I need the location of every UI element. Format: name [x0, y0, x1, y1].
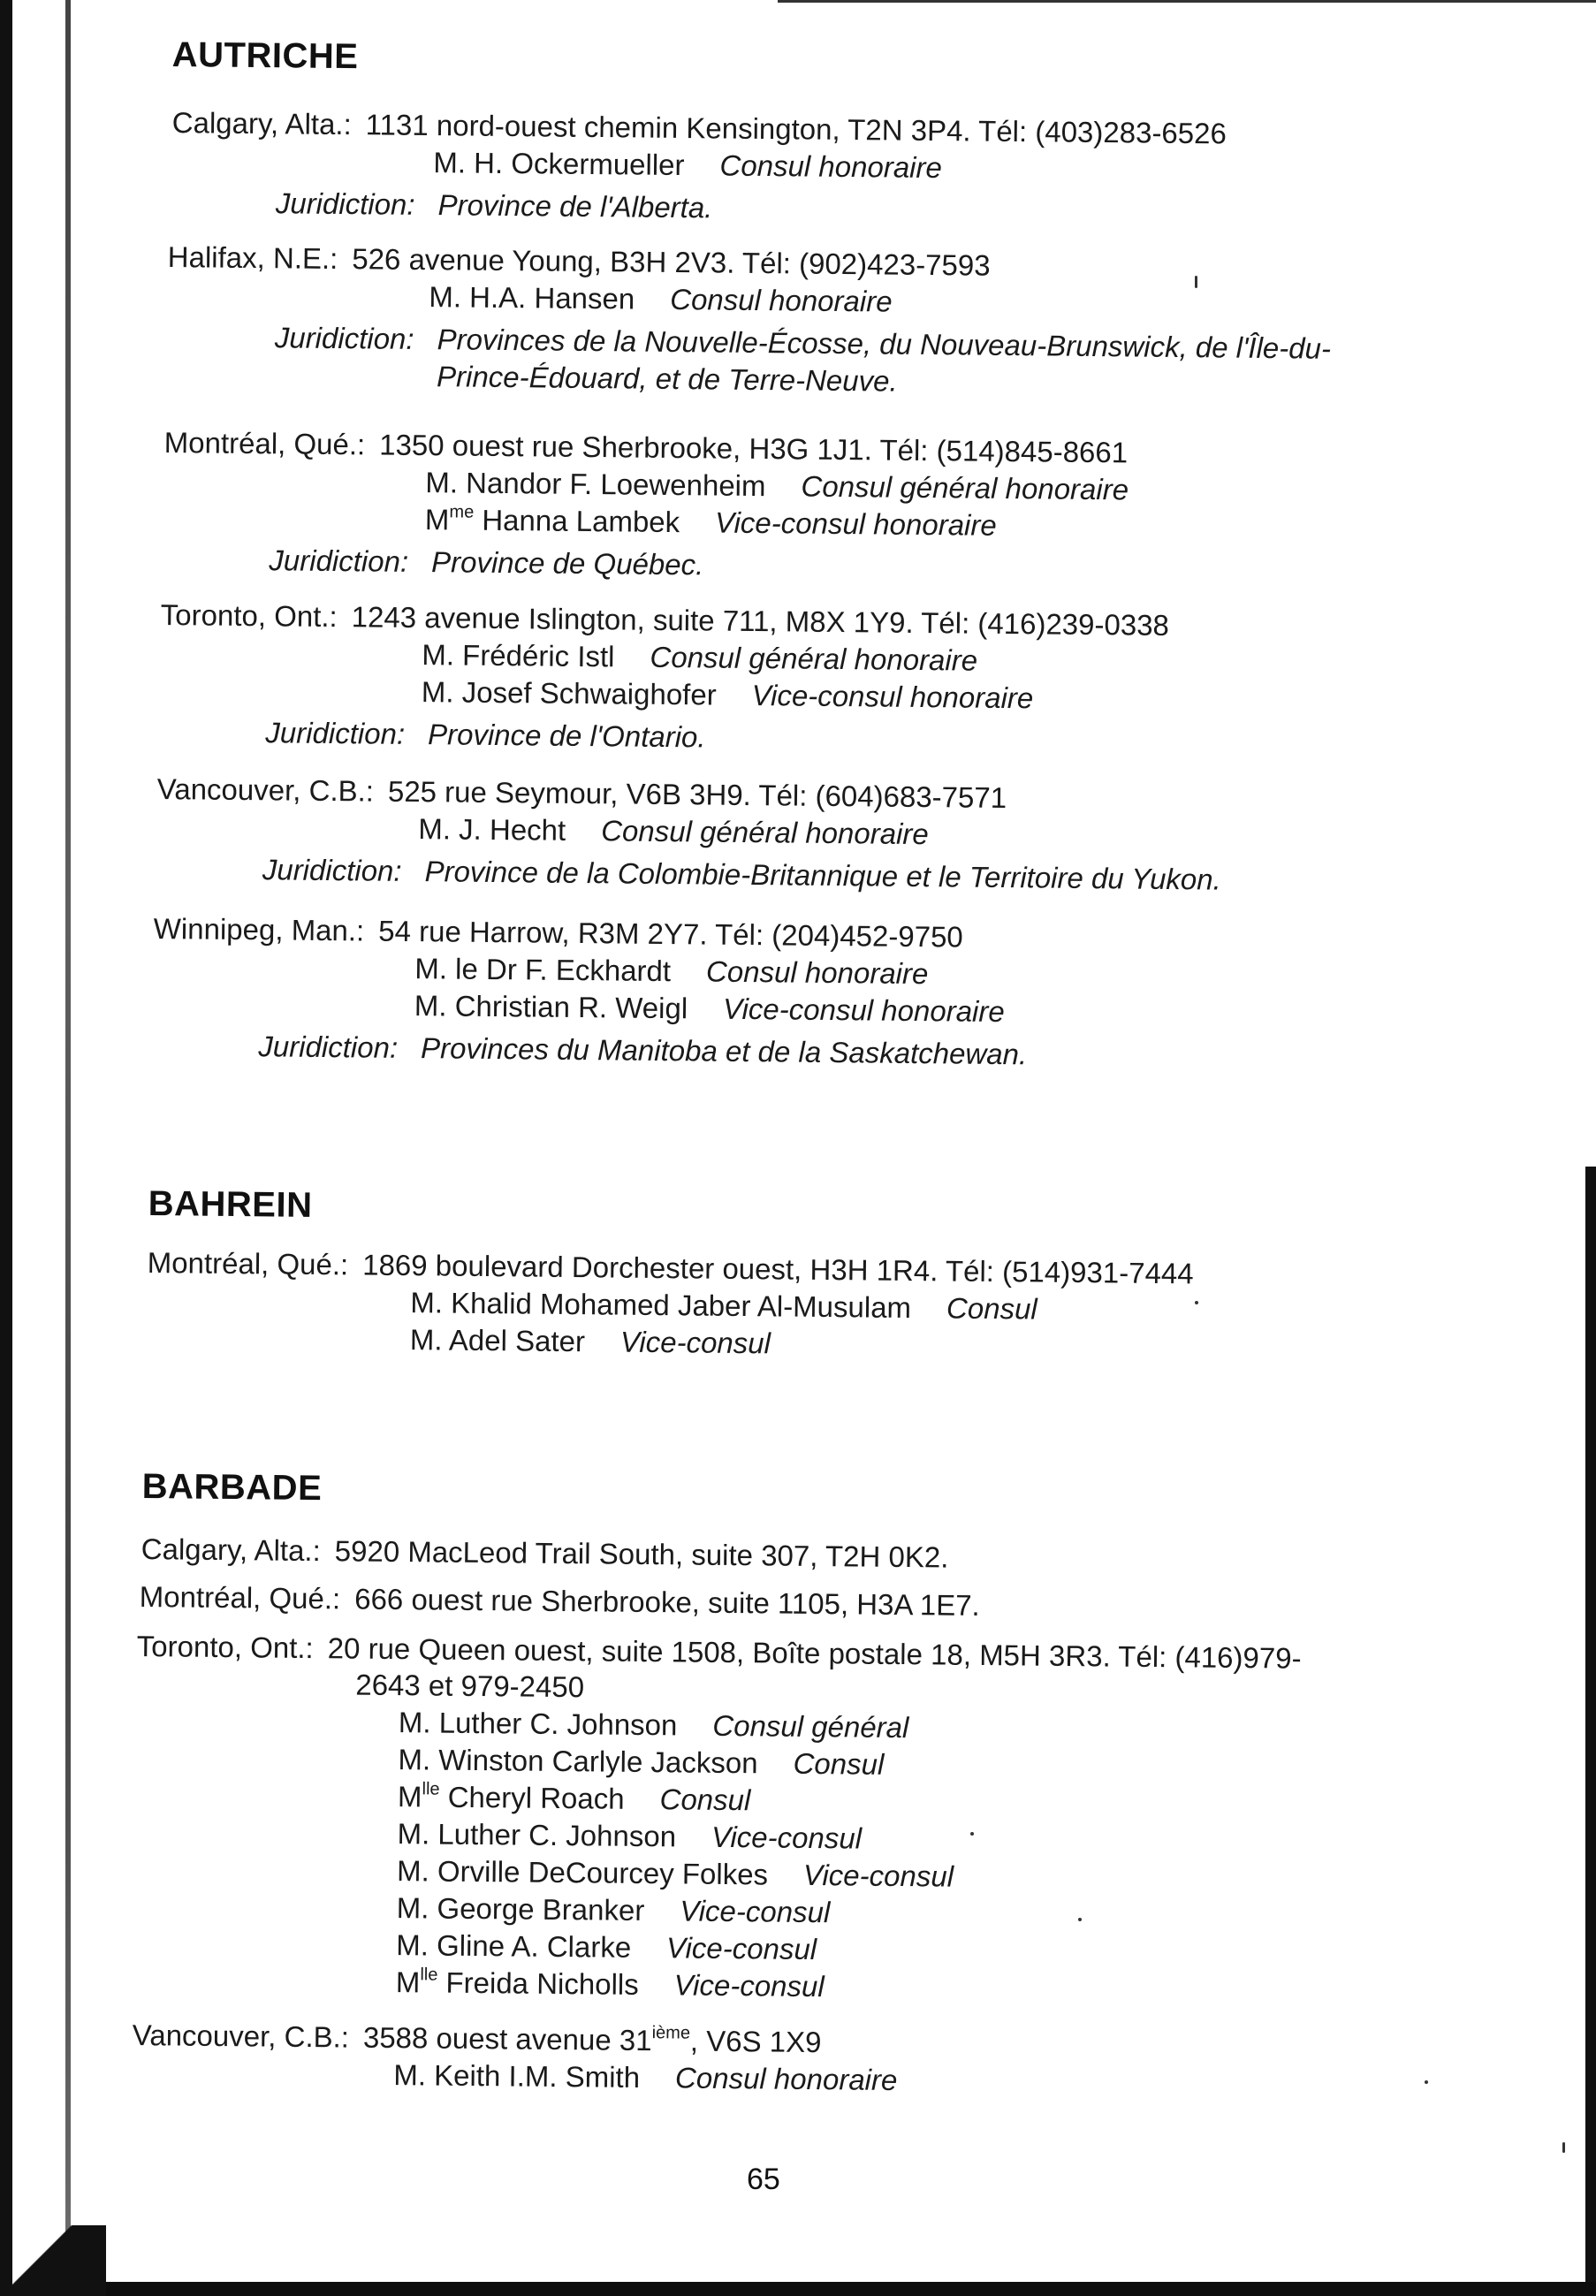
person-name: M. Orville DeCourcey Folkes	[396, 1854, 769, 1891]
jurisdiction-text: Provinces du Manitoba et de la Saskatchewan.	[420, 1031, 1028, 1071]
person-role: Vice-consul	[711, 1820, 863, 1855]
entry-address: 525 rue Seymour, V6B 3H9. Tél: (604)683-7571	[387, 774, 1007, 815]
consulate-entry	[163, 424, 1490, 592]
person-role: Consul général honoraire	[801, 469, 1129, 506]
scan-speck	[1195, 1301, 1198, 1304]
person-role: Vice-consul	[673, 1968, 825, 2003]
entry-address: 1131 nord-ouest chemin Kensington, T2N 3P4. Tél: (403)283-6526	[365, 108, 1227, 150]
jurisdiction-row	[159, 713, 1485, 764]
person-title-prefix: M	[397, 1780, 422, 1813]
entry-address: 1243 avenue Islington, suite 711, M8X 1Y9. Tél: (416)239-0338	[351, 600, 1170, 642]
jurisdiction-label: Juridiction:	[262, 853, 402, 887]
person-role: Consul général honoraire	[600, 814, 929, 851]
person-name: M. Luther C. Johnson	[398, 1706, 678, 1742]
person-list	[160, 634, 1486, 722]
person-role: Vice-consul honoraire	[751, 679, 1034, 715]
entry-city: Calgary, Alta.:	[141, 1532, 321, 1568]
person-role: Vice-consul honoraire	[722, 992, 1005, 1029]
consulate-entry	[140, 1578, 1465, 1629]
entry-city: Toronto, Ont.:	[136, 1629, 314, 1665]
person-name: M. Frédéric Istl	[422, 638, 615, 673]
person-name: M. Luther C. Johnson	[397, 1817, 677, 1853]
person-role: Consul honoraire	[719, 148, 943, 185]
person-role: Consul honoraire	[670, 282, 893, 318]
scan-speck	[1425, 2080, 1428, 2084]
entry-city: Montréal, Qué.:	[163, 425, 366, 461]
entry-address: 5920 MacLeod Trail South, suite 307, T2H 0K2.	[334, 1534, 949, 1574]
entry-address-part: , V6S 1X9	[689, 2024, 822, 2059]
scan-speck	[970, 1832, 974, 1836]
person-name: M. Keith I.M. Smith	[393, 2058, 641, 2095]
person-name: M. George Branker	[396, 1891, 645, 1927]
entry-city: Halifax, N.E.:	[167, 239, 338, 276]
entry-address-superscript: ième	[651, 2023, 691, 2043]
entry-address: 666 ouest rue Sherbrooke, suite 1105, H3A 1E7.	[354, 1582, 980, 1622]
person-name	[398, 1780, 625, 1815]
jurisdiction-text: Province de la Colombie-Britannique et le Territoire du Yukon.	[424, 855, 1221, 896]
person-list	[153, 947, 1479, 1036]
entry-city: Toronto, Ont.:	[160, 597, 338, 634]
person-title-superscript: lle	[422, 1779, 440, 1799]
person-role: Consul	[659, 1783, 751, 1817]
jurisdiction-row	[166, 318, 1493, 407]
scan-edge-right	[1585, 1167, 1596, 2296]
person-role: Consul général honoraire	[650, 640, 978, 677]
scan-binding-line	[65, 0, 71, 2296]
consulate-entry	[133, 1628, 1463, 2012]
person-name-text: Cheryl Roach	[439, 1780, 625, 1815]
jurisdiction-text: Province de Québec.	[430, 545, 704, 582]
person-name: M. Nandor F. Loewenheim	[425, 466, 766, 503]
person-name: M. Christian R. Weigl	[414, 989, 688, 1025]
entry-city: Vancouver, C.B.:	[156, 772, 375, 808]
person-name-text: Freida Nicholls	[437, 1965, 639, 2001]
jurisdiction-text	[437, 321, 1331, 405]
person-role: Vice-consul	[665, 1931, 817, 1966]
person-title-superscript: lle	[420, 1965, 438, 1985]
entry-address: 1350 ouest rue Sherbrooke, H3G 1J1. Tél: (514)845-8661	[379, 428, 1129, 469]
person-title-prefix: M	[395, 1965, 421, 1999]
person-role: Vice-consul	[802, 1858, 954, 1893]
jurisdiction-text: Province de l'Ontario.	[427, 718, 706, 754]
scan-edge-top	[778, 0, 1596, 3]
person-name: M. J. Hecht	[418, 812, 566, 847]
entry-address-continued: 2643 et 979-2450	[355, 1668, 585, 1704]
person-role: Consul honoraire	[705, 954, 929, 991]
jurisdiction-text-line2: Prince-Édouard, et de Terre-Neuve.	[436, 360, 898, 398]
scan-speck	[1195, 276, 1197, 288]
consulate-entry	[156, 771, 1483, 901]
entry-city: Vancouver, C.B.:	[132, 2019, 350, 2054]
person-name: M. H. Ockermueller	[433, 146, 685, 182]
jurisdiction-label: Juridiction:	[275, 186, 415, 221]
person-role: Consul	[946, 1291, 1037, 1326]
person-role: Vice-consul	[680, 1894, 831, 1929]
jurisdiction-text: Province de l'Alberta.	[437, 188, 713, 224]
person-title-superscript: me	[449, 502, 475, 522]
person-role: Vice-consul	[619, 1325, 771, 1360]
entry-address-line	[141, 1531, 1467, 1581]
entry-city: Winnipeg, Man.:	[153, 911, 365, 947]
country-heading-bahrein: BAHREIN	[148, 1184, 313, 1225]
entry-address: 526 avenue Young, B3H 2V3. Tél: (902)423-7593	[352, 242, 991, 282]
entry-address: 20 rue Queen ouest, suite 1508, Boîte postale 18, M5H 3R3. Tél: (416)979-	[327, 1631, 1302, 1675]
person-name-text: Hanna Lambek	[473, 503, 680, 539]
person-role: Consul général	[712, 1708, 909, 1745]
consulate-entry	[147, 1244, 1473, 1370]
scan-edge-bottom	[53, 2282, 1596, 2296]
person-role: Vice-consul honoraire	[714, 506, 997, 542]
country-heading-autriche: AUTRICHE	[171, 35, 359, 77]
jurisdiction-label: Juridiction:	[265, 716, 406, 750]
consulate-entry	[132, 2017, 1458, 2105]
entry-address: 54 rue Harrow, R3M 2Y7. Tél: (204)452-9750	[378, 914, 963, 954]
person-list	[133, 1701, 1462, 2012]
person-name: M. Khalid Mohamed Jaber Al-Musulam	[410, 1286, 912, 1325]
consulate-entry	[152, 910, 1479, 1078]
jurisdiction-row	[156, 850, 1482, 901]
person-role: Consul honoraire	[674, 2061, 898, 2097]
country-heading-barbade: BARBADE	[141, 1467, 323, 1509]
jurisdiction-row	[171, 184, 1497, 235]
entry-city: Montréal, Qué.:	[147, 1245, 349, 1281]
scan-edge-left	[0, 0, 12, 2296]
person-role: Consul	[793, 1746, 885, 1781]
consulate-entry	[171, 104, 1498, 235]
page-number: 65	[747, 2163, 780, 2196]
person-name	[396, 1965, 639, 2001]
entry-address-line	[140, 1578, 1465, 1629]
person-name: M. Adel Sater	[409, 1323, 586, 1358]
person-name: M. H.A. Hansen	[429, 280, 635, 316]
jurisdiction-label: Juridiction:	[258, 1030, 399, 1064]
person-list	[163, 461, 1490, 550]
scan-corner-shadow	[0, 2225, 106, 2296]
consulate-entry	[166, 239, 1493, 407]
entry-address-part: 3588 ouest avenue 31	[362, 2020, 652, 2057]
person-name: M. Gline A. Clarke	[396, 1928, 632, 1964]
entry-city: Calgary, Alta.:	[171, 105, 352, 141]
scan-speck	[1562, 2142, 1565, 2153]
consulate-entry	[141, 1531, 1467, 1581]
jurisdiction-row	[163, 541, 1488, 592]
person-name: M. le Dr F. Eckhardt	[414, 952, 672, 988]
entry-address	[363, 2019, 822, 2060]
entry-city: Montréal, Qué.:	[139, 1579, 341, 1616]
scan-speck	[1078, 1918, 1082, 1921]
person-name	[425, 503, 680, 538]
person-name: M. Josef Schwaighofer	[421, 675, 717, 711]
consulate-entry	[159, 597, 1486, 764]
person-list	[147, 1281, 1473, 1370]
entry-address: 1869 boulevard Dorchester ouest, H3H 1R4. Tél: (514)931-7444	[362, 1248, 1194, 1290]
person-title-prefix: M	[424, 503, 450, 536]
jurisdiction-label: Juridiction:	[274, 321, 414, 355]
jurisdiction-row	[152, 1027, 1478, 1078]
jurisdiction-label: Juridiction:	[269, 544, 409, 578]
person-name: M. Winston Carlyle Jackson	[398, 1743, 758, 1780]
jurisdiction-text-line1: Provinces de la Nouvelle-Écosse, du Nouveau-Brunswick, de l'Île-du-	[437, 323, 1332, 365]
